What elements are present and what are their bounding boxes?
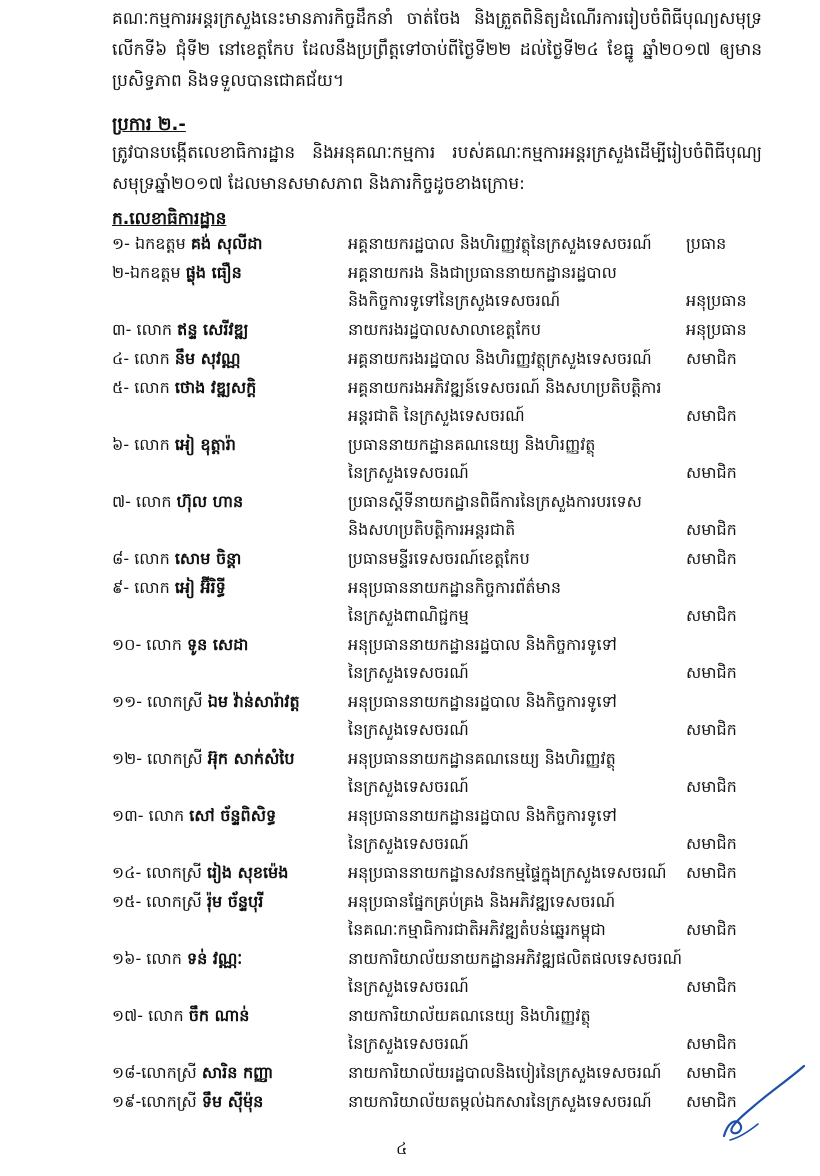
member-title-and-name	[112, 316, 348, 344]
member-title-and-name	[112, 631, 348, 659]
intro-paragraph-text: គណៈកម្មការអន្តរក្រសួងនេះមានភារកិច្ចដឹកនាំ ចាត់ចែង និងត្រួតពិនិត្យដំណើរការរៀបចំពិធីបុណ្យសមុទ្រលើកទី៦ ជុំទី២ នៅខេត្តកែប ដែលនឹងប្រព្រឹត្តទៅចាប់ពីថ្ងៃទី២២ ដល់ថ្ងៃទី២៤ ខែធ្នូ ឆ្នាំ២០១៧ ឲ្យមានប្រសិទ្ធភាព និងទទួលបានជោគជ័យ។	[112, 9, 762, 91]
member-title-and-name	[112, 488, 348, 516]
member-title: ៨- លោក	[112, 549, 170, 568]
member-row	[112, 1059, 772, 1088]
member-name: អៀ អ៊ីរិទ្ធី	[174, 578, 226, 597]
member-row	[112, 488, 772, 545]
member-position-line: អនុប្រធាននាយកដ្ឋានរដ្ឋបាល និងកិច្ចការទូទៅ	[348, 806, 617, 825]
member-row	[112, 545, 772, 574]
member-position	[348, 574, 688, 630]
member-role: សមាជិក	[686, 720, 737, 739]
member-position-line: នាយការិយាល័យគណនេយ្យ និងហិរញ្ញវត្ថុ	[348, 1006, 591, 1025]
member-position-line: នៃក្រសួងទេសចរណ៍	[348, 777, 469, 796]
member-position-line: អគ្គនាយករងអភិវឌ្ឍន៍ទេសចរណ៍ និងសហប្រតិបត្តិការ	[348, 378, 662, 397]
member-position	[348, 345, 688, 373]
member-position	[348, 631, 688, 687]
member-title-and-name	[112, 802, 348, 830]
member-title: ១៨-លោកស្រី	[112, 1063, 197, 1082]
member-position-line: នៃក្រសួងទេសចរណ៍	[348, 977, 469, 996]
member-role: សមាជិក	[686, 406, 737, 425]
member-role: អនុប្រធាន	[686, 320, 747, 339]
member-position-line: ប្រធាននាយកដ្ឋានគណនេយ្យ និងហិរញ្ញវត្ថុ	[348, 435, 596, 454]
member-position	[348, 945, 688, 1001]
member-title: ៩- លោក	[112, 578, 170, 597]
member-name: ចឹក ណាន់	[188, 1006, 250, 1025]
member-role: អនុប្រធាន	[686, 291, 747, 310]
member-name: ហ៊ុល ហាន	[176, 492, 244, 511]
member-name: ទូន សេដា	[186, 635, 249, 654]
member-title-and-name	[112, 574, 348, 602]
member-role: សមាជិក	[686, 1092, 737, 1111]
article-paragraph	[112, 138, 762, 200]
member-position-line: អនុប្រធាននាយកដ្ឋានរដ្ឋបាល និងកិច្ចការទូទៅ	[348, 692, 617, 711]
member-position-line: និងសហប្រតិបត្តិការអន្តរជាតិ	[348, 520, 516, 539]
member-position-line: អន្តរជាតិ នៃក្រសួងទេសចរណ៍	[348, 406, 525, 425]
member-title: ៣- លោក	[112, 320, 173, 339]
member-position-line: នៃក្រសួងទេសចរណ៍	[348, 463, 469, 482]
member-row	[112, 345, 772, 374]
member-name: ទឹម ស៊ីម៉ុន	[201, 1092, 264, 1111]
member-row	[112, 945, 772, 1002]
member-title-and-name	[112, 1059, 348, 1087]
member-title: ៧- លោក	[112, 492, 172, 511]
member-name: ថោង វឌ្ឍសក្តិ	[174, 378, 257, 397]
member-position-line: នៃក្រសួងទេសចរណ៍	[348, 1034, 469, 1053]
member-role: សមាជិក	[686, 349, 737, 368]
member-title-and-name	[112, 1002, 348, 1030]
member-position-line: ប្រធានមន្ទីរទេសចរណ៍ខេត្តកែប	[348, 549, 530, 568]
member-position	[348, 545, 688, 573]
member-title: ១៤- លោកស្រី	[112, 863, 202, 882]
article-paragraph-text: ត្រូវបានបង្កើតលេខាធិការដ្ឋាន និងអនុគណៈកម្មការ របស់គណៈកម្មការអន្តរក្រសួងដើម្បីរៀបចំពិធីបុណ្យសមុទ្រឆ្នាំ២០១៧ ដែលមានសមាសភាព និងភារកិច្ចដូចខាងក្រោម:	[112, 143, 762, 194]
member-position-line: នៃក្រសួងទេសចរណ៍	[348, 834, 469, 853]
member-position-line: នាយការិយាល័យតម្កល់ឯកសារនៃក្រសួងទេសចរណ៍	[348, 1092, 652, 1111]
member-title-and-name	[112, 431, 348, 459]
signature-icon	[718, 1062, 808, 1142]
member-role: សមាជិក	[686, 606, 737, 625]
member-position	[348, 745, 688, 801]
member-name: រៀង សុខម៉េង	[206, 863, 289, 882]
member-row	[112, 1002, 772, 1059]
member-position-line: អនុប្រធាននាយកដ្ឋានគណនេយ្យ និងហិរញ្ញវត្ថុ	[348, 749, 616, 768]
member-title: ១៩-លោកស្រី	[112, 1092, 197, 1111]
member-position-line: នៃក្រសួងទេសចរណ៍	[348, 663, 469, 682]
member-position	[348, 259, 688, 315]
member-position-line: អគ្គនាយករង និងជាប្រធាននាយកដ្ឋានរដ្ឋបាល	[348, 263, 617, 282]
member-role: សមាជិក	[686, 549, 737, 568]
member-title-and-name	[112, 688, 348, 716]
member-row	[112, 802, 772, 859]
member-row	[112, 745, 772, 802]
member-row	[112, 374, 772, 431]
member-position	[348, 1002, 688, 1058]
member-title: ៥- លោក	[112, 378, 170, 397]
member-name: ឥន្ទ សេរីវឌ្ឍ	[177, 320, 249, 339]
member-position-line: អនុប្រធានផ្នែកគ្រប់គ្រង និងអភិវឌ្ឍទេសចរណ៍	[348, 892, 616, 911]
member-title-and-name	[112, 745, 348, 773]
member-title-and-name	[112, 888, 348, 916]
section-heading: ក.លេខាធិការដ្ឋាន	[112, 209, 227, 229]
page-number: ៤	[396, 1139, 408, 1158]
member-title: ១៥- លោកស្រី	[112, 892, 202, 911]
member-position	[348, 230, 688, 258]
member-title: ១៧- លោក	[112, 1006, 184, 1025]
member-title-and-name	[112, 345, 348, 373]
member-role: សមាជិក	[686, 920, 737, 939]
member-title-and-name	[112, 1088, 348, 1116]
member-title-and-name	[112, 259, 348, 287]
member-position-line: នៃក្រសួងពាណិជ្ជកម្ម	[348, 606, 469, 625]
member-title-and-name	[112, 545, 348, 573]
member-name: អ៊ុក សាក់សំបៃ	[207, 749, 295, 768]
member-name: ទន់ វណ្ណៈ	[186, 949, 243, 968]
member-position-line: អនុប្រធាននាយកដ្ឋានរដ្ឋបាល និងកិច្ចការទូទៅ	[348, 635, 617, 654]
member-name: រ៉ុម ច័ន្ទបុរី	[206, 892, 264, 911]
member-position-line: អគ្គនាយករដ្ឋបាល និងហិរញ្ញវត្ថុនៃក្រសួងទេសចរណ៍	[348, 234, 652, 253]
member-position	[348, 316, 688, 344]
member-position	[348, 431, 688, 487]
member-position	[348, 859, 688, 887]
member-position	[348, 688, 688, 744]
member-position-line: អនុប្រធាននាយកដ្ឋានសវនកម្មផ្ទៃក្នុងក្រសួងទេសចរណ៍	[348, 863, 667, 882]
member-title-and-name	[112, 230, 348, 258]
member-name: នឹម សុវណ្ណ	[174, 349, 241, 368]
member-name: គង់ សុលីដា	[190, 234, 263, 253]
member-position	[348, 374, 688, 430]
member-row	[112, 230, 772, 259]
member-row	[112, 688, 772, 745]
member-row	[112, 1088, 772, 1117]
member-row	[112, 574, 772, 631]
member-title: ១៣- លោក	[112, 806, 185, 825]
member-row	[112, 859, 772, 888]
member-position-line: នៃគណៈកម្មាធិការជាតិអភិវឌ្ឍតំបន់ឆ្នេរកម្ពុជា	[348, 920, 606, 939]
member-position-line: នាយការិយាល័យរដ្ឋបាលនិងបៀរនៃក្រសួងទេសចរណ៍	[348, 1063, 662, 1082]
member-title: ៤- លោក	[112, 349, 170, 368]
member-name: សោម ចិន្តា	[174, 549, 242, 568]
member-role: សមាជិក	[686, 1063, 737, 1082]
member-name: សៅ ច័ន្ទពិសិទ្ធ	[189, 806, 277, 825]
member-role: សមាជិក	[686, 834, 737, 853]
member-position-line: អនុប្រធាននាយកដ្ឋានកិច្ចការព័ត៌មាន	[348, 578, 561, 597]
member-title: ២-ឯកឧត្តម	[112, 263, 181, 282]
member-title: ១១- លោកស្រី	[112, 692, 203, 711]
member-position	[348, 1088, 688, 1116]
member-row	[112, 631, 772, 688]
member-title-and-name	[112, 859, 348, 887]
member-list	[112, 230, 772, 1117]
member-position-line: អគ្គនាយករងរដ្ឋបាល និងហិរញ្ញវត្ថុក្រសួងទេសចរណ៍	[348, 349, 652, 368]
article-heading: ប្រការ ២.-	[112, 114, 186, 135]
member-role: សមាជិក	[686, 520, 737, 539]
member-title: ១២- លោកស្រី	[112, 749, 203, 768]
signature-mark	[718, 1062, 808, 1146]
member-position-line: ប្រធានស្តីទីនាយកដ្ឋានពិធីការនៃក្រសួងការបរទេស	[348, 492, 642, 511]
member-name: សារិន កញ្ញា	[201, 1063, 274, 1082]
member-role: សមាជិក	[686, 777, 737, 796]
member-row	[112, 888, 772, 945]
member-role: ប្រធាន	[686, 234, 727, 253]
member-position-line: នាយការិយាល័យនាយកដ្ឋានអភិវឌ្ឍផលិតផលទេសចរណ៍	[348, 949, 683, 968]
member-name: ផ្លុង ធឿន	[185, 263, 242, 282]
member-role: សមាជិក	[686, 663, 737, 682]
member-title: ១- ឯកឧត្តម	[112, 234, 186, 253]
member-position	[348, 1059, 688, 1087]
member-title-and-name	[112, 374, 348, 402]
member-position-line: នាយករងរដ្ឋបាលសាលាខេត្តកែប	[348, 320, 541, 339]
member-title-and-name	[112, 945, 348, 973]
member-role: សមាជិក	[686, 863, 737, 882]
member-row	[112, 316, 772, 345]
member-position-line: នៃក្រសួងទេសចរណ៍	[348, 720, 469, 739]
member-role: សមាជិក	[686, 463, 737, 482]
member-position-line: និងកិច្ចការទូទៅនៃក្រសួងទេសចរណ៍	[348, 291, 561, 310]
member-position	[348, 802, 688, 858]
member-title: ១០- លោក	[112, 635, 182, 654]
intro-paragraph	[112, 4, 762, 97]
member-row	[112, 431, 772, 488]
member-position	[348, 488, 688, 544]
member-role: សមាជិក	[686, 977, 737, 996]
member-title: ៦- លោក	[112, 435, 170, 454]
member-title: ១៦- លោក	[112, 949, 182, 968]
member-name: អៀ ឧុត្តារ៉ា	[174, 435, 236, 454]
member-row	[112, 259, 772, 316]
member-name: ឯម វ៉ាន់សារ៉ាវត្ត	[207, 692, 300, 711]
member-position	[348, 888, 688, 944]
member-role: សមាជិក	[686, 1034, 737, 1053]
